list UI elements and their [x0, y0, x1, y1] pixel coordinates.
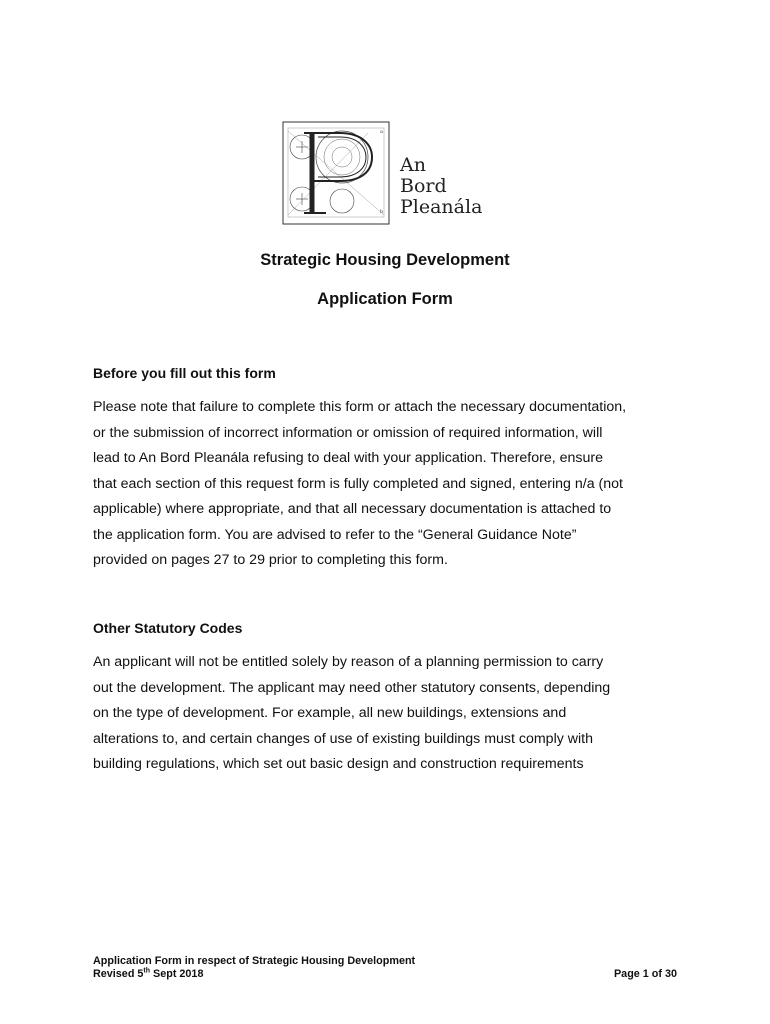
- logo-mark-icon: [282, 121, 390, 225]
- document-title: Strategic Housing Development: [260, 251, 510, 269]
- paragraph-line: provided on pages 27 to 29 prior to completing this form.: [93, 552, 448, 568]
- paragraph-line: on the type of development. For example, all new buildings, extensions and: [93, 705, 567, 721]
- paragraph-line: that each section of this request form is fully completed and signed, entering n/a (not: [93, 475, 623, 492]
- paragraph-line: An applicant will not be entitled solely by reason of a planning permission to carry: [93, 654, 604, 670]
- paragraph-line: the application form. You are advised to refer to the “General Guidance Note”: [93, 526, 577, 543]
- svg-text:b: b: [380, 209, 384, 215]
- logo-word-an: An: [400, 154, 426, 176]
- paragraph-line: building regulations, which set out basic design and construction requirements: [93, 756, 584, 772]
- paragraph-line: lead to An Bord Pleanála refusing to deal with your application. Therefore, ensure: [93, 450, 604, 466]
- paragraph-line: alterations to, and certain changes of use of existing buildings must comply with: [93, 730, 593, 747]
- svg-text:a: a: [380, 129, 383, 135]
- paragraph-line: Please note that failure to complete this form or attach the necessary documentation,: [93, 399, 627, 415]
- paragraph-line: out the development. The applicant may need other statutory consents, depending: [93, 679, 611, 696]
- section-heading-before: Before you fill out this form: [93, 365, 276, 381]
- footer-info: [93, 955, 415, 981]
- paragraph-line: or the submission of incorrect information or omission of required information, will: [93, 424, 603, 441]
- footer-revised-date: Revised 5th Sept 2018: [93, 967, 204, 980]
- paragraph-line: applicable) where appropriate, and that all necessary documentation is attached to: [93, 501, 612, 517]
- section-body-other-statutory-codes: [93, 650, 693, 778]
- section-body-before: [93, 395, 693, 574]
- footer-form-title: Application Form in respect of Strategic Housing Development: [93, 955, 416, 967]
- page-number: Page 1 of 30: [613, 968, 677, 980]
- logo-word-pleanala: Pleanála: [400, 196, 483, 218]
- section-heading-other-statutory-codes: Other Statutory Codes: [93, 620, 243, 636]
- an-bord-pleanala-logo: [282, 121, 492, 225]
- document-subtitle: Application Form: [317, 290, 453, 308]
- logo-word-bord: Bord: [400, 175, 447, 197]
- logo-wordmark: [400, 155, 482, 218]
